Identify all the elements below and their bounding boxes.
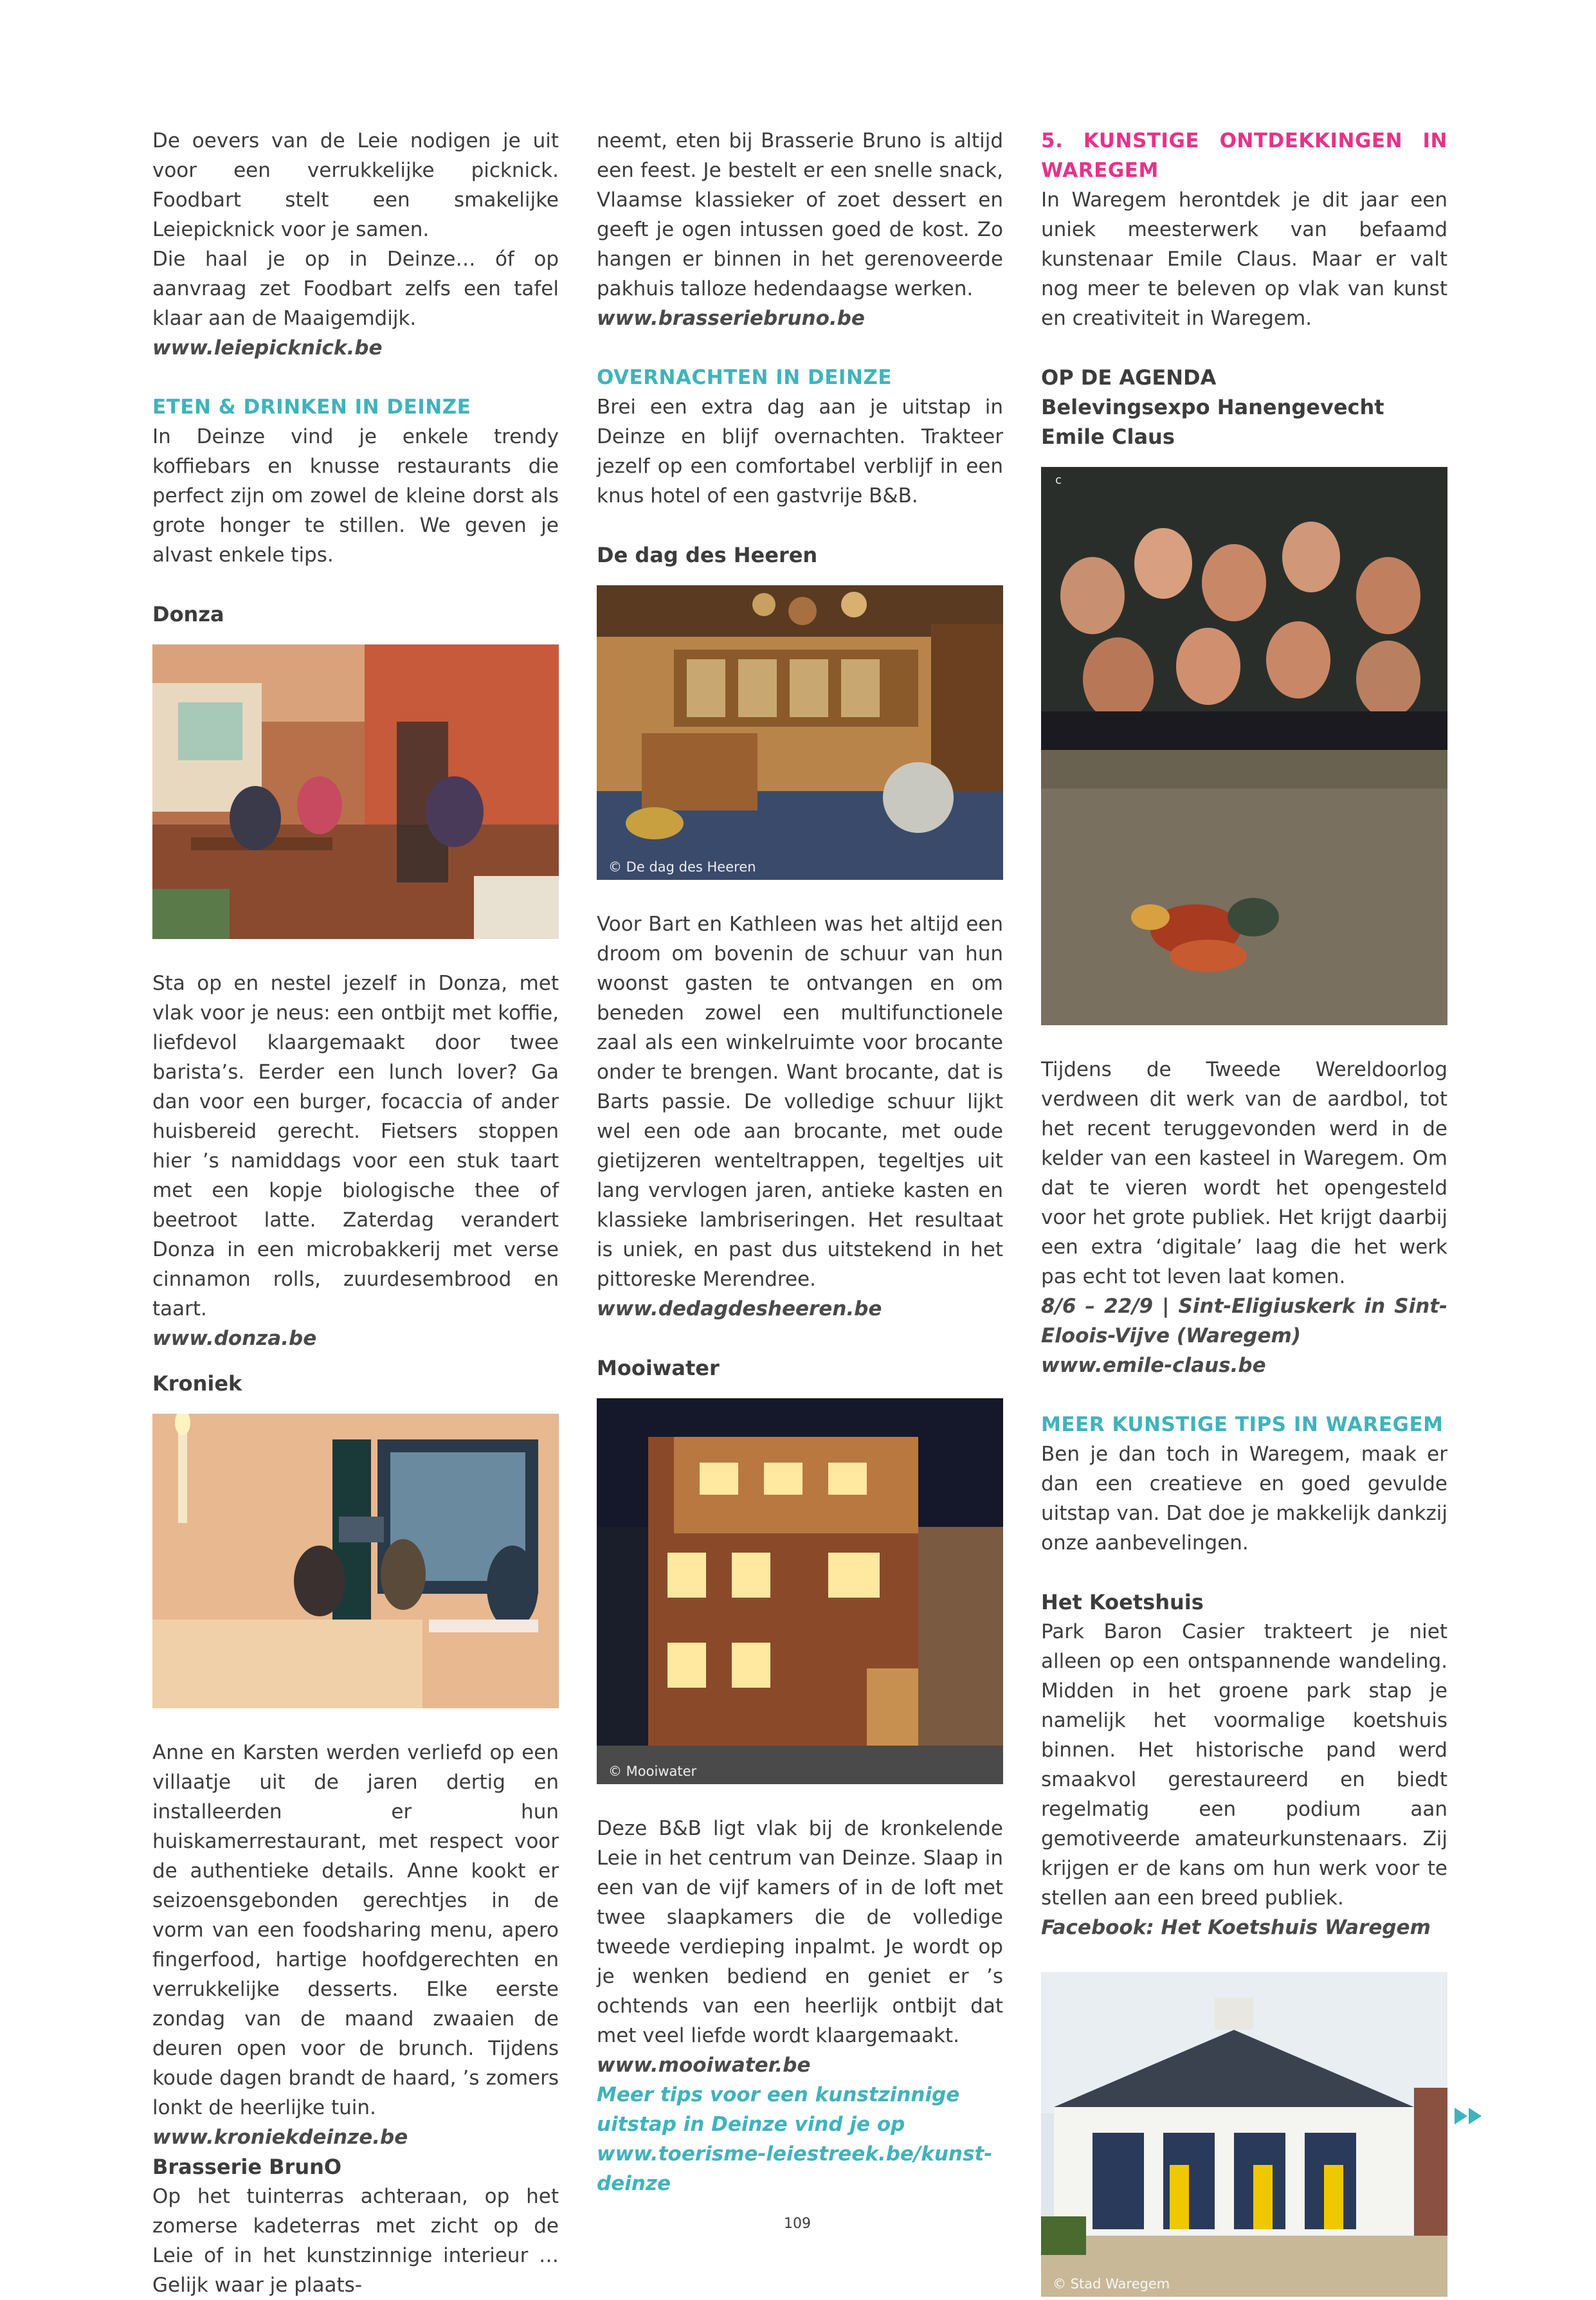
- heeren-text: Voor Bart en Kathleen was het altijd een droom om bovenin de schuur van hun woonst gasten te ontvangen en om beneden zowel een multifunctionele zaal als een winkelruimte voor brocante onder te brengen. Want brocante, dat is Barts passie. De volledige schuur lijkt wel een ode aan brocante, met oude gietijzeren wenteltrappen, tegeltjes uit lang vervlogen jaren, antieke kasten en klassieke lambriseringen. Het resultaat is uniek, en past dus uitstekend in het pittoreske Merendree.: [597, 913, 1003, 1291]
- mooiwater-photo: [597, 1398, 1003, 1784]
- kunst-deinze-tip[interactable]: Meer tips voor een kunstzinnige uitstap in Deinze vind je op www.toerisme-leiestreek.be/kunst-deinze: [597, 2083, 993, 2195]
- koetshuis-text: Park Baron Casier trakteert je niet alleen op een ontspannende wandeling. Midden in het groene park stap je namelijk het voormalige koetshuis binnen. Het historische pand werd smaakvol gerestaureerd en biedt regelmatig een podium aan gemotiveerde amateurkunstenaars. Zij krijgen er de kans om hun werk voor te stellen aan een breed publiek.: [1041, 1620, 1447, 1910]
- leiepicknick-link[interactable]: www.leiepicknick.be: [152, 336, 383, 360]
- donza-title: Donza: [152, 602, 224, 626]
- heeren-title: De dag des Heeren: [597, 543, 818, 567]
- expo-date: 8/6 – 22/9 | Sint-Eligiuskerk in Sint-Eloois-Vijve (Waregem): [1041, 1295, 1447, 1347]
- emile-claus-link[interactable]: www.emile-claus.be: [1041, 1354, 1266, 1377]
- kunstige-heading: 5. KUNSTIGE ONTDEKKINGEN IN: [1041, 129, 1447, 152]
- picknick-text-2: Die haal je op in Deinze… óf op aanvraag zet Foodbart zelfs een tafel klaar aan de Maaigemdijk.: [152, 248, 559, 330]
- bruno-link[interactable]: www.brasseriebruno.be: [597, 307, 865, 330]
- heeren-credit: © De dag des Heeren: [608, 859, 756, 875]
- mooiwater-text: Deze B&B ligt vlak bij de kronkelende Leie in het centrum van Deinze. Slaap in een van de vijf kamers of in de loft met twee slaapkamers die de volledige tweede verdieping inpalmt. Je wordt op je wenken bediend en geniet er ’s ochtends van een heerlijk ontbijt dat met veel liefde wordt klaargemaakt.: [597, 1817, 1003, 2047]
- kroniek-photo: [152, 1414, 559, 1708]
- koetshuis-title: Het Koetshuis: [1041, 1590, 1204, 1614]
- koetshuis-photo: [1041, 1972, 1447, 2297]
- donza-photo: [152, 644, 559, 939]
- bruno-text-continued: neemt, eten bij Brasserie Bruno is altijd een feest. Je bestelt er een snelle snack, Vlaamse klassieker of zoet dessert en geeft je ogen intussen goed de kost. Zo hangen er binnen in het gerenoveerde pakhuis talloze hedendaagse werken.: [597, 129, 1003, 300]
- koetshuis-facebook-link[interactable]: Facebook: Het Koetshuis Waregem: [1041, 1916, 1431, 1939]
- kroniek-text: Anne en Karsten werden verliefd op een villaatje uit de jaren dertig en installeerden er hun huiskamerrestaurant, met respect voor de authentieke details. Anne kookt er seizoensgebonden gerechtjes in de vorm van een foodsharing menu, apero fingerfood, hartige hoofdgerechten en verrukkelijke desserts. Elke eerste zondag van de maand zwaaien de deuren open voor de brunch. Tijdens koude dagen brandt de haard, ’s zomers lonkt de heerlijke tuin.: [152, 1741, 559, 2119]
- mooiwater-credit: © Mooiwater: [608, 1764, 697, 1779]
- donza-text: Sta op en nestel jezelf in Donza, met vlak voor je neus: een ontbijt met koffie, liefdevol klaargemaakt door twee barista’s. Eerder een lunch lover? Ga dan voor een burger, focaccia of ander huisbereid gerecht. Fietsers stoppen hier ’s namiddags voor een stuk taart met een kopje biologische thee of beetroot latte. Zaterdag verandert Donza in een microbakkerij met verse cinnamon rolls, zuurdesembrood en taart.: [152, 972, 559, 1320]
- meer-tips-text: Ben je dan toch in Waregem, maak er dan een creatieve en goed gevulde uitstap van. Dat doe je makkelijk dankzij onze aanbevelingen.: [1041, 1443, 1447, 1555]
- kunstige-text: In Waregem herontdek je dit jaar een uniek meesterwerk van befaamd kunstenaar Emile Claus. Maar er valt nog meer te beleven op vlak van kunst en creativiteit in Waregem.: [1041, 188, 1447, 330]
- heeren-photo: [597, 585, 1003, 880]
- kroniek-link[interactable]: www.kroniekdeinze.be: [152, 2126, 408, 2149]
- mooiwater-title: Mooiwater: [597, 1356, 720, 1380]
- kroniek-title: Kroniek: [152, 1371, 242, 1396]
- meer-tips-heading: MEER KUNSTIGE TIPS IN WAREGEM: [1041, 1413, 1444, 1436]
- painting-mark: c: [1055, 473, 1062, 487]
- bruno-text: Op het tuinterras achteraan, op het zomerse kadeterras met zicht op de Leie of in het kunstzinnige interieur … Gelijk waar je plaats-: [152, 2185, 559, 2297]
- heeren-link[interactable]: www.dedagdesheeren.be: [597, 1297, 882, 1320]
- agenda-heading: OP DE AGENDA: [1041, 365, 1217, 390]
- koetshuis-credit: © Stad Waregem: [1053, 2276, 1170, 2292]
- picknick-text: De oevers van de Leie nodigen je uit voor een verrukkelijke picknick. Foodbart stelt een smakelijke Leiepicknick voor je samen.: [152, 129, 559, 241]
- donza-link[interactable]: www.donza.be: [152, 1327, 317, 1350]
- overnachten-text: Brei een extra dag aan je uitstap in Deinze en blijf overnachten. Trakteer jezelf op een comfortabel verblijf in een knus hotel of een gastvrije B&B.: [597, 396, 1003, 507]
- eten-drinken-heading: ETEN & DRINKEN IN DEINZE: [152, 396, 471, 419]
- expo-title: Belevingsexpo Hanengevecht Emile Claus: [1041, 395, 1384, 449]
- next-page-icon[interactable]: [1455, 2106, 1484, 2128]
- bruno-title: Brasserie BrunO: [152, 2155, 342, 2179]
- column-2: [597, 126, 1003, 2198]
- column-1: [152, 126, 559, 2300]
- overnachten-heading: OVERNACHTEN IN DEINZE: [597, 366, 893, 389]
- column-3: [1041, 126, 1447, 2297]
- eten-drinken-text: In Deinze vind je enkele trendy koffiebars en knusse restaurants die perfect zijn om zowel de kleine dorst als grote honger te stillen. We geven je alvast enkele tips.: [152, 425, 559, 567]
- hanengevecht-painting: [1041, 467, 1447, 1025]
- page-number: 109: [784, 2216, 811, 2232]
- mooiwater-link[interactable]: www.mooiwater.be: [597, 2054, 811, 2077]
- kunstige-heading-line2: WAREGEM: [1041, 159, 1159, 182]
- expo-text: Tijdens de Tweede Wereldoorlog verdween dit werk van de aardbol, tot het recent teruggevonden werd in de kelder van een kasteel in Waregem. Om dat te vieren wordt het opengesteld voor het grote publiek. Het krijgt daarbij een extra ‘digitale’ laag die het werk pas echt tot leven laat komen.: [1041, 1058, 1447, 1288]
